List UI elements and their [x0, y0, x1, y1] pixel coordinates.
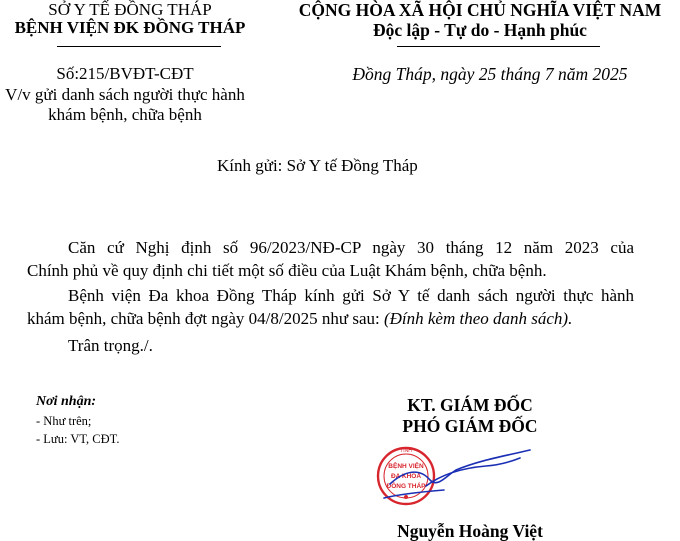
- signature-title-2: PHÓ GIÁM ĐỐC: [402, 416, 538, 436]
- paragraph-2-line-2: [27, 307, 647, 330]
- stamp-and-signature: [360, 440, 560, 520]
- stamp-top-text: TỈNH: [400, 448, 412, 454]
- closing-line: Trân trọng./.: [68, 336, 153, 355]
- stamp-line-1: BỆNH VIỆN: [388, 463, 424, 470]
- paragraph-2-line-1: Bệnh viện Đa khoa Đồng Tháp kính gửi Sở Y tế danh sách người thực hành: [68, 286, 634, 305]
- recipients-item-2: - Lưu: VT, CĐT.: [36, 432, 120, 446]
- place-date: Đồng Tháp, ngày 25 tháng 7 năm 2025: [352, 64, 628, 84]
- left-header-rule: [57, 46, 221, 47]
- recipients-item-1: - Như trên;: [36, 414, 92, 428]
- stamp-line-3: ĐỒNG THÁP: [386, 483, 426, 490]
- stamp-line-2: ĐA KHOA: [390, 473, 422, 480]
- ministry-name: SỞ Y TẾ ĐỒNG THÁP: [48, 0, 212, 19]
- signature-title-1: KT. GIÁM ĐỐC: [407, 395, 533, 415]
- doc-number: Số:215/BVĐT-CĐT: [56, 64, 194, 83]
- subject-line-2: khám bệnh, chữa bệnh: [48, 105, 202, 124]
- paragraph-1-line-1: Căn cứ Nghị định số 96/2023/NĐ-CP ngày 30 tháng 12 năm 2023 của: [68, 238, 634, 257]
- right-header-rule: [397, 46, 600, 47]
- paragraph-1-line-2: Chính phủ về quy định chi tiết một số điều của Luật Khám bệnh, chữa bệnh.: [27, 261, 547, 280]
- recipient-line: Kính gửi: Sở Y tế Đồng Tháp: [217, 156, 418, 175]
- recipients-title: Nơi nhận:: [36, 394, 97, 409]
- handwritten-signature: [384, 450, 530, 498]
- subject-line-1: V/v gửi danh sách người thực hành: [5, 85, 245, 104]
- nation-title: CỘNG HÒA XÃ HỘI CHỦ NGHĨA VIỆT NAM: [298, 0, 662, 20]
- motto: Độc lập - Tự do - Hạnh phúc: [373, 20, 587, 40]
- hospital-name: BỆNH VIỆN ĐK ĐỒNG THÁP: [14, 18, 246, 37]
- signer-name: Nguyễn Hoàng Việt: [397, 521, 543, 541]
- attachment-note: (Đính kèm theo danh sách).: [383, 309, 573, 328]
- paragraph-2-text: khám bệnh, chữa bệnh đợt ngày 04/8/2025 như sau:: [27, 309, 384, 328]
